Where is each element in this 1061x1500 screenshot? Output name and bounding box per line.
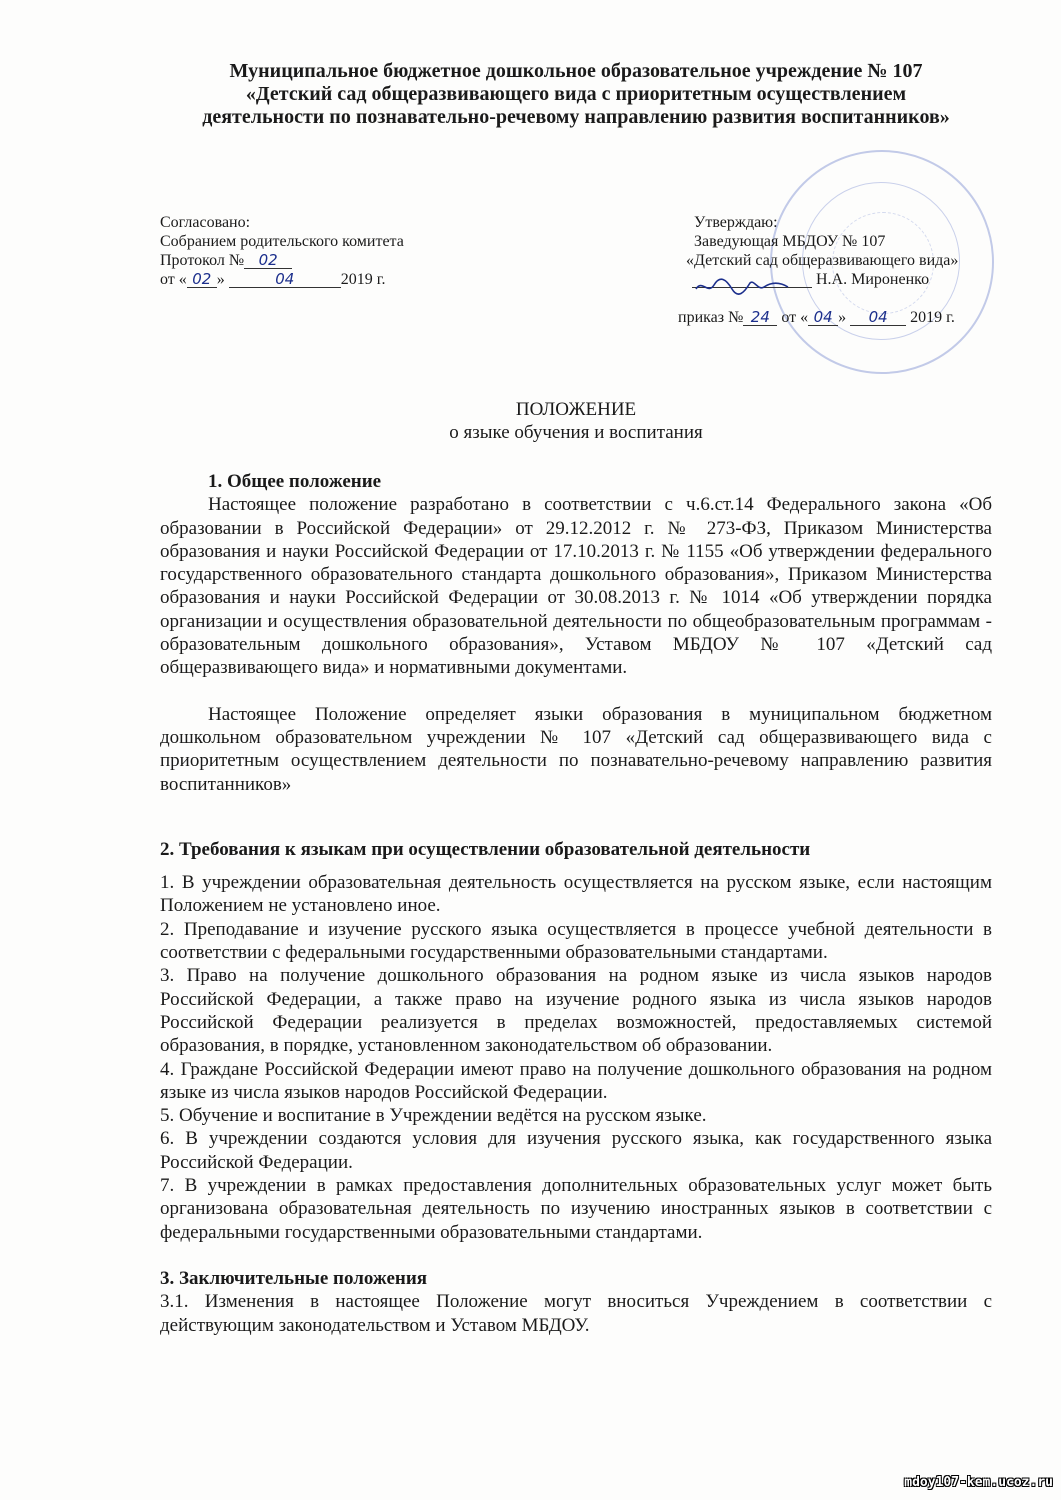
section-3-paragraph-1: 3.1. Изменения в настоящее Положение могут вноситься Учреждением в соответствии с действующим законодательством и Уставом МБДОУ. (160, 1291, 992, 1336)
section-2-heading: 2. Требования к языкам при осуществлении образовательной деятельности (160, 838, 811, 860)
title-main: ПОЛОЖЕНИЕ (515, 399, 637, 420)
order-day: 04 (808, 310, 838, 326)
section-2-item: 4. Граждане Российской Федерации имеют право на получение дошкольного образования на родном языке из числа языков народов Российской Федерации. (160, 1058, 992, 1103)
order-number: 24 (743, 310, 777, 326)
agreement-date-line (160, 270, 404, 289)
org-label: «Детский сад общеразвивающего вида» (686, 252, 959, 269)
date-prefix: от « (160, 271, 187, 288)
watermark-url: mdoy107-kem.ucoz.ru (904, 1474, 1053, 1490)
document-title (160, 398, 992, 444)
committee-label: Собранием родительского комитета (160, 233, 404, 250)
section-1-paragraph-1: Настоящее положение разработано в соответствии с ч.6.ст.14 Федерального закона «Об образовании в Российской Федерации» от 29.12.2012 г. № 273-ФЗ, Приказом Министерства образования и науки Российской Федерации от 17.10.2013 г. № 1155 «Об утверждении федерального государственного образовательного стандарта дошкольного образования», Приказом Министерства образования и науки Российской Федерации от 30.08.2013 г. № 1014 «Об утверждении порядка организации и осуществления образовательной деятельности по общеобразовательным программам - образовательным дошкольного образования», Уставом МБДОУ № 107 «Детский сад общеразвивающего вида» и нормативными документами. (160, 494, 992, 679)
order-mid: » (838, 309, 851, 326)
document-body (160, 470, 992, 1337)
order-line (672, 308, 997, 327)
section-2-item: 5. Обучение и воспитание в Учреждении ведётся на русском языке. (160, 1105, 707, 1127)
spacer (160, 796, 992, 838)
section-3-heading: 3. Заключительные положения (160, 1267, 428, 1289)
date-suffix: 2019 г. (340, 271, 386, 288)
order-from: от « (777, 309, 809, 326)
date-month: 04 (229, 272, 341, 288)
title-sub: о языке обучения и воспитания (449, 422, 703, 443)
handwritten-signature (692, 275, 812, 297)
section-1-paragraph-2: Настоящее Положение определяет языки образования в муниципальном бюджетном дошкольном образовательном учреждении № 107 «Детский сад общеразвивающего вида с приоритетным осуществлением деятельности по познавательно-речевому направлению развития воспитанников» (160, 703, 992, 795)
protocol-number: 02 (244, 253, 292, 269)
position-label: Заведующая МБДОУ № 107 (694, 233, 886, 250)
section-2-item: 2. Преподавание и изучение русского языка осуществляется в процессе учебной деятельности в соответствии с федеральными государственными образовательными стандартами. (160, 918, 992, 964)
approve-label: Утверждаю: (694, 214, 778, 231)
spacer (160, 680, 992, 703)
header-line-3: деятельности по познавательно-речевому направлению развития воспитанников» (202, 106, 950, 128)
section-1-heading: 1. Общее положение (208, 471, 382, 492)
date-day: 02 (187, 272, 217, 288)
order-label: приказ № (678, 309, 744, 326)
section-2-item: 3. Право на получение дошкольного образования на родном языке из числа языков народов Российской Федерации, а также право на изучение родного языка из числа языков народов Российской Федерации реализуется в пределах возможностей, предоставляемых системой образования, в порядке, установленном законодательством об образовании. (160, 965, 992, 1057)
institution-header (160, 60, 992, 129)
header-line-2: «Детский сад общеразвивающего вида с приоритетным осуществлением (245, 83, 907, 105)
spacer (160, 861, 992, 871)
approval-block (672, 213, 997, 327)
section-2-item: 6. В учреждении создаются условия для изучения русского языка, как государственного языка Российской Федерации. (160, 1128, 992, 1173)
agreement-block (160, 213, 404, 289)
order-month: 04 (850, 310, 906, 326)
section-2-item: 7. В учреждении в рамках предоставления дополнительных образовательных услуг может быть организована образовательная деятельность по изучению иностранных языков в соответствии с федеральными государственными образовательными стандартами. (160, 1175, 992, 1243)
section-2-item: 1. В учреждении образовательная деятельность осуществляется на русском языке, если настоящим Положением не установлено иное. (160, 872, 992, 917)
order-year: 2019 г. (906, 309, 955, 326)
date-mid: » (216, 271, 229, 288)
protocol-label: Протокол № (160, 252, 245, 269)
director-name: Н.А. Мироненко (816, 271, 930, 288)
header-line-1: Муниципальное бюджетное дошкольное образовательное учреждение № 107 (229, 60, 923, 82)
protocol-line (160, 251, 404, 270)
agreed-label: Согласовано: (160, 214, 251, 231)
spacer (160, 1244, 992, 1267)
